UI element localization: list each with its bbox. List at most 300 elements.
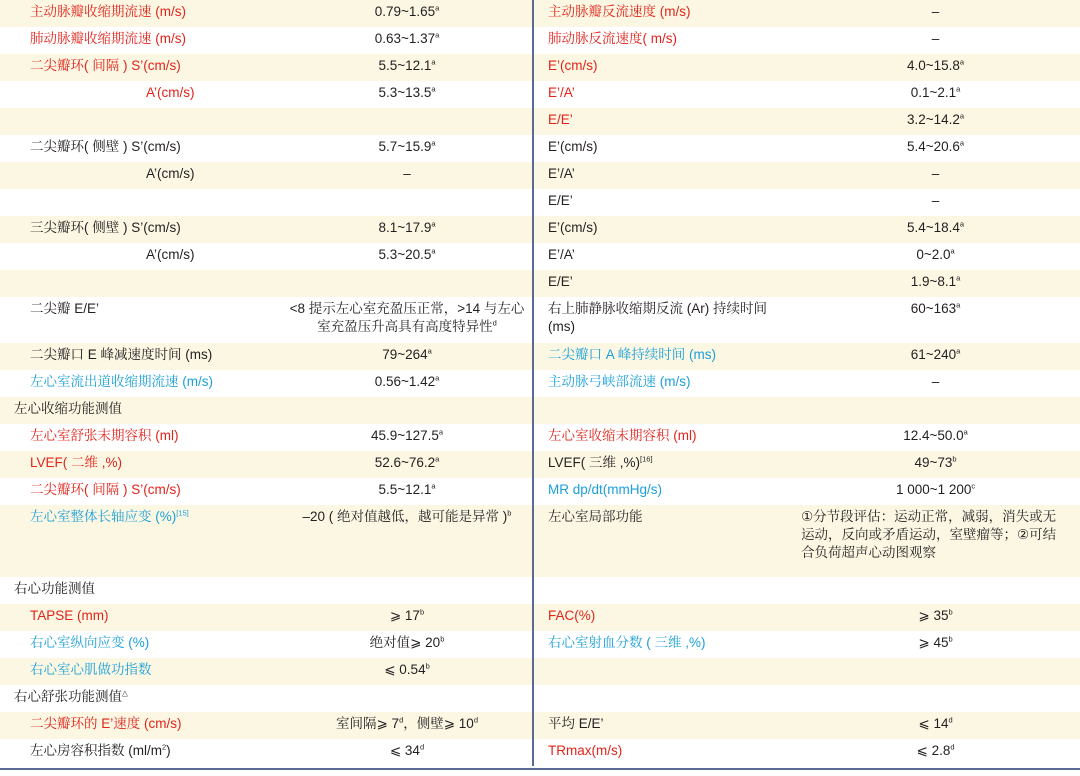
parameter-label	[0, 270, 282, 297]
value-superscript: b	[419, 607, 425, 617]
value-text: –	[931, 166, 940, 181]
reference-value	[282, 604, 532, 631]
value-superscript: d	[948, 715, 953, 725]
label-text: 右心室纵向应变 (%)	[30, 635, 150, 650]
parameter-label	[534, 108, 791, 135]
section-heading	[0, 685, 532, 712]
value-text: 5.7~15.9	[378, 139, 432, 154]
value-text: 45.9~127.5	[370, 428, 439, 443]
table-row	[0, 424, 1080, 451]
value-superscript: a	[963, 427, 968, 437]
value-superscript: b	[948, 607, 953, 617]
reference-value	[282, 135, 532, 162]
parameter-label	[534, 162, 791, 189]
right-column	[532, 135, 1080, 162]
value-superscript: b	[952, 454, 957, 464]
label-text: TAPSE (mm)	[30, 608, 109, 623]
value-text: 1.9~8.1	[910, 274, 957, 289]
reference-value	[282, 712, 532, 739]
label-text: E/E’	[548, 193, 573, 208]
reference-value	[791, 604, 1080, 631]
right-column	[532, 108, 1080, 135]
label-text: LVEF( 二维 ,%)	[30, 455, 123, 470]
label-text: TRmax(m/s)	[548, 743, 623, 758]
parameter-label	[0, 108, 282, 135]
reference-value	[282, 739, 532, 766]
value-text: 0.1~2.1	[910, 85, 957, 100]
left-column	[0, 81, 532, 108]
value-superscript: a	[438, 427, 444, 437]
label-text: E’/A’	[548, 166, 575, 181]
value-superscript: b	[507, 508, 512, 518]
right-column	[532, 424, 1080, 451]
value-superscript: a	[956, 273, 961, 283]
label-text: 右上肺静脉收缩期反流 (Ar) 持续时间 (ms)	[548, 301, 767, 334]
left-column	[0, 478, 532, 505]
table-row	[0, 604, 1080, 631]
label-text: 二尖瓣口 E 峰减速度时间 (ms)	[30, 347, 213, 362]
parameter-label	[0, 27, 282, 54]
left-column	[0, 27, 532, 54]
label-text: 二尖瓣环( 侧壁 ) S’(cm/s)	[30, 139, 181, 154]
value-text: 5.5~12.1	[378, 482, 432, 497]
right-column	[532, 658, 1080, 685]
reference-value	[791, 451, 1080, 478]
value-text: ①分节段评估：运动正常，减弱，消失或无运动，反向或矛盾运动，室壁瘤等；②可结合负荷超声心动图观察	[801, 509, 1057, 560]
parameter-label	[534, 577, 791, 604]
parameter-label	[0, 54, 282, 81]
parameter-label	[0, 297, 282, 343]
left-column	[0, 216, 532, 243]
parameter-label	[534, 216, 791, 243]
left-column	[0, 297, 532, 343]
value-superscript: a	[431, 57, 436, 67]
value-superscript: a	[959, 111, 965, 121]
label-text: 左心收缩功能测值	[14, 401, 122, 416]
value-text: 0.79~1.65	[374, 4, 436, 19]
value-text: 61~240	[910, 347, 957, 362]
value-text: 0.63~1.37	[374, 31, 436, 46]
label-text: 左心室局部功能	[548, 509, 643, 524]
reference-value	[791, 397, 1080, 424]
value-text: 79~264	[382, 347, 428, 362]
right-column	[532, 604, 1080, 631]
right-column	[532, 216, 1080, 243]
parameter-label	[534, 54, 791, 81]
right-column	[532, 397, 1080, 424]
reference-value	[791, 685, 1080, 712]
parameter-label	[534, 712, 791, 739]
right-column	[532, 0, 1080, 27]
value-text: ⩾ 35	[918, 608, 949, 623]
label-text: A’(cm/s)	[146, 85, 195, 100]
value-superscript: d	[399, 715, 404, 725]
parameter-label	[0, 0, 282, 27]
value-text: 1 000~1 200	[895, 482, 972, 497]
reference-value	[282, 81, 532, 108]
reference-value	[791, 297, 1080, 343]
reference-value	[791, 27, 1080, 54]
right-column	[532, 162, 1080, 189]
value-superscript: a	[950, 246, 955, 256]
value-text: –	[931, 4, 940, 19]
parameter-label	[0, 216, 282, 243]
right-column	[532, 685, 1080, 712]
label-text: 二尖瓣环( 间隔 ) S’(cm/s)	[30, 482, 181, 497]
value-superscript: a	[435, 30, 440, 40]
value-superscript: a	[431, 219, 436, 229]
reference-value	[282, 478, 532, 505]
parameter-label	[534, 0, 791, 27]
reference-value	[791, 54, 1080, 81]
parameter-label	[0, 478, 282, 505]
right-column	[532, 189, 1080, 216]
parameter-label	[534, 505, 791, 577]
left-column	[0, 343, 532, 370]
table-row	[0, 189, 1080, 216]
table-row	[0, 243, 1080, 270]
reference-value	[791, 0, 1080, 27]
value-superscript: a	[431, 138, 436, 148]
value-text: 5.3~13.5	[378, 85, 432, 100]
reference-value	[791, 478, 1080, 505]
table-row	[0, 108, 1080, 135]
label-text: A’(cm/s)	[146, 247, 195, 262]
right-column	[532, 270, 1080, 297]
reference-value	[791, 243, 1080, 270]
left-column	[0, 270, 532, 297]
parameter-label	[0, 604, 282, 631]
table-row	[0, 739, 1080, 766]
label-text: E’/A’	[548, 247, 575, 262]
section-heading	[0, 397, 532, 424]
value-text: ⩽ 34	[389, 743, 420, 758]
value-text: ⩽ 14	[918, 716, 949, 731]
parameter-label	[0, 505, 282, 577]
right-column	[532, 712, 1080, 739]
label-text: E’(cm/s)	[548, 139, 598, 154]
parameter-label	[534, 370, 791, 397]
reference-value	[791, 81, 1080, 108]
parameter-label	[0, 162, 282, 189]
parameter-label	[0, 451, 282, 478]
reference-value	[282, 216, 532, 243]
table-row	[0, 658, 1080, 685]
parameter-label	[0, 189, 282, 216]
right-column	[532, 343, 1080, 370]
reference-value	[282, 108, 532, 135]
value-text: 49~73	[914, 455, 953, 470]
value-text: 12.4~50.0	[903, 428, 964, 443]
left-column	[0, 370, 532, 397]
value-superscript: d	[419, 742, 425, 752]
left-column	[0, 712, 532, 739]
right-column	[532, 27, 1080, 54]
reference-value	[282, 370, 532, 397]
reference-value	[791, 658, 1080, 685]
table-row	[0, 451, 1080, 478]
left-column	[0, 108, 532, 135]
parameter-label	[534, 424, 791, 451]
parameter-label	[0, 739, 282, 766]
left-column	[0, 0, 532, 27]
label-text: LVEF( 三维 ,%)	[548, 455, 641, 470]
table-row	[0, 270, 1080, 297]
left-column	[0, 243, 532, 270]
value-text: 0~2.0	[916, 247, 951, 262]
value-text: 5.5~12.1	[378, 58, 432, 73]
left-column	[0, 577, 532, 604]
label-text: E/E’	[548, 274, 573, 289]
left-column	[0, 631, 532, 658]
value-superscript: a	[431, 246, 436, 256]
label-text: 左心室舒张末期容积 (ml)	[30, 428, 179, 443]
label-text: 主动脉弓峡部流速 (m/s)	[548, 374, 691, 389]
right-column	[532, 505, 1080, 577]
reference-value	[282, 297, 532, 343]
value-superscript: d	[473, 715, 478, 725]
reference-value	[282, 189, 532, 216]
value-superscript: b	[948, 634, 953, 644]
table-row	[0, 631, 1080, 658]
left-column	[0, 685, 532, 712]
parameter-label	[0, 343, 282, 370]
parameter-label	[534, 658, 791, 685]
value-text: –20 ( 绝对值越低，越可能是异常 )	[302, 509, 508, 524]
right-column	[532, 81, 1080, 108]
label-text: 三尖瓣环( 侧壁 ) S’(cm/s)	[30, 220, 181, 235]
parameter-label	[534, 397, 791, 424]
right-column	[532, 370, 1080, 397]
value-text: 52.6~76.2	[374, 455, 436, 470]
left-column	[0, 658, 532, 685]
parameter-label	[534, 243, 791, 270]
value-superscript: a	[427, 346, 432, 356]
label-text: 右心室心肌做功指数	[30, 662, 152, 677]
label-text: 左心室整体长轴应变 (%)	[30, 509, 177, 524]
parameter-label	[534, 135, 791, 162]
value-superscript: a	[435, 454, 440, 464]
reference-value	[282, 270, 532, 297]
value-superscript: a	[959, 57, 965, 67]
left-column	[0, 505, 532, 577]
parameter-label	[534, 27, 791, 54]
value-text: 5.3~20.5	[378, 247, 432, 262]
table-row	[0, 27, 1080, 54]
value-text: 绝对值⩾ 20	[369, 635, 441, 650]
value-superscript: d	[950, 742, 955, 752]
table-row	[0, 505, 1080, 577]
value-superscript: c	[971, 481, 976, 491]
reference-value	[282, 343, 532, 370]
label-text: E’(cm/s)	[548, 58, 598, 73]
label-text: 右心室射血分数 ( 三维 ,%)	[548, 635, 706, 650]
value-text: 60~163	[910, 301, 957, 316]
value-text: ⩾ 17	[389, 608, 420, 623]
reference-value	[282, 451, 532, 478]
label-text: 肺动脉反流速度( m/s)	[548, 31, 677, 46]
reference-value	[282, 631, 532, 658]
label-text: 肺动脉瓣收缩期流速 (m/s)	[30, 31, 186, 46]
table-row	[0, 0, 1080, 27]
parameter-label	[534, 478, 791, 505]
left-column	[0, 135, 532, 162]
section-heading	[0, 577, 532, 604]
value-text: 3.2~14.2	[906, 112, 960, 127]
label-text: 左心室收缩末期容积 (ml)	[548, 428, 697, 443]
reference-value	[791, 189, 1080, 216]
label-text: 二尖瓣环( 间隔 ) S’(cm/s)	[30, 58, 181, 73]
reference-value	[791, 424, 1080, 451]
reference-value	[791, 216, 1080, 243]
value-superscript: a	[956, 300, 961, 310]
label-text: 左心室流出道收缩期流速 (m/s)	[30, 374, 213, 389]
parameter-label	[534, 451, 791, 478]
left-column	[0, 424, 532, 451]
label-text: 二尖瓣环的 E’速度 (cm/s)	[30, 716, 182, 731]
parameter-label	[534, 270, 791, 297]
table-row	[0, 397, 1080, 424]
parameter-label	[534, 189, 791, 216]
parameter-label	[534, 631, 791, 658]
parameter-label	[0, 424, 282, 451]
value-superscript: a	[956, 346, 961, 356]
table-row	[0, 478, 1080, 505]
parameter-label	[0, 658, 282, 685]
label-text: 二尖瓣 E/E’	[30, 301, 100, 316]
reference-value	[791, 162, 1080, 189]
right-column	[532, 577, 1080, 604]
value-text: ，侧壁⩾ 10	[403, 716, 474, 731]
parameter-label	[534, 81, 791, 108]
label-superscript: [15]	[176, 508, 189, 518]
right-column	[532, 243, 1080, 270]
left-column	[0, 604, 532, 631]
right-column	[532, 297, 1080, 343]
reference-value	[791, 108, 1080, 135]
left-column	[0, 189, 532, 216]
table-row	[0, 297, 1080, 343]
value-superscript: a	[959, 138, 965, 148]
reference-value	[791, 577, 1080, 604]
right-column	[532, 451, 1080, 478]
label-text: 右心舒张功能测值	[14, 689, 122, 704]
reference-value	[791, 135, 1080, 162]
parameter-label	[534, 343, 791, 370]
reference-value	[282, 243, 532, 270]
reference-value	[791, 343, 1080, 370]
label-text: E/E’	[548, 112, 573, 127]
right-column	[532, 478, 1080, 505]
reference-value	[791, 370, 1080, 397]
parameter-label	[534, 604, 791, 631]
value-superscript: b	[440, 634, 445, 644]
table-row	[0, 81, 1080, 108]
reference-value	[791, 631, 1080, 658]
value-text: –	[931, 193, 940, 208]
table-row	[0, 712, 1080, 739]
parameter-label	[534, 297, 791, 343]
value-superscript: a	[435, 373, 440, 383]
reference-value	[282, 162, 532, 189]
value-text: <8 提示左心室充盈压正常，>14 与左心室充盈压升高具有高度特异性	[289, 301, 525, 334]
value-text: 8.1~17.9	[378, 220, 432, 235]
parameter-label	[534, 685, 791, 712]
value-text: 4.0~15.8	[906, 58, 960, 73]
parameter-label	[0, 81, 282, 108]
value-superscript: a	[956, 84, 961, 94]
label-text: A’(cm/s)	[146, 166, 195, 181]
label-text: 主动脉瓣反流速度 (m/s)	[548, 4, 691, 19]
value-text: ⩽ 0.54	[384, 662, 426, 677]
value-text: –	[931, 374, 940, 389]
label-text: MR dp/dt(mmHg/s)	[548, 482, 663, 497]
parameter-label	[0, 370, 282, 397]
value-text: ⩾ 45	[918, 635, 949, 650]
label-text: E’/A’	[548, 85, 575, 100]
right-column	[532, 54, 1080, 81]
parameter-label	[534, 739, 791, 766]
value-text: ⩽ 2.8	[916, 743, 951, 758]
label-text: 右心功能测值	[14, 581, 95, 596]
value-superscript: b	[425, 661, 430, 671]
reference-value	[282, 424, 532, 451]
table-row	[0, 343, 1080, 370]
reference-value	[282, 27, 532, 54]
value-text: –	[403, 166, 411, 181]
left-column	[0, 397, 532, 424]
value-text: 0.56~1.42	[374, 374, 436, 389]
value-superscript: a	[431, 84, 436, 94]
value-text: 5.4~18.4	[906, 220, 960, 235]
table-row	[0, 135, 1080, 162]
value-text: –	[931, 31, 940, 46]
left-column	[0, 451, 532, 478]
parameter-label	[0, 712, 282, 739]
label-text: 左心房容积指数 (ml/m	[30, 743, 162, 758]
table-row	[0, 216, 1080, 243]
label-text: FAC(%)	[548, 608, 596, 623]
value-superscript: d	[492, 318, 497, 328]
value-superscript: a	[435, 3, 440, 13]
label-superscript: 2	[162, 742, 167, 752]
value-text: 室间隔⩾ 7	[335, 716, 400, 731]
left-column	[0, 162, 532, 189]
table-row	[0, 577, 1080, 604]
left-column	[0, 739, 532, 766]
label-superscript: [16]	[640, 454, 653, 464]
reference-value	[791, 505, 1080, 577]
parameter-label	[0, 631, 282, 658]
reference-value	[791, 739, 1080, 766]
reference-value	[282, 658, 532, 685]
label-text: E’(cm/s)	[548, 220, 598, 235]
table-row	[0, 370, 1080, 397]
label-tail: )	[166, 743, 171, 758]
left-column	[0, 54, 532, 81]
reference-value	[791, 270, 1080, 297]
value-superscript: a	[959, 219, 965, 229]
reference-value	[791, 712, 1080, 739]
value-superscript: a	[431, 481, 436, 491]
reference-value	[282, 0, 532, 27]
right-column	[532, 631, 1080, 658]
bottom-rule	[0, 768, 1080, 770]
parameter-label	[0, 135, 282, 162]
right-column	[532, 739, 1080, 766]
label-text: 平均 E/E’	[548, 716, 604, 731]
table-row	[0, 685, 1080, 712]
